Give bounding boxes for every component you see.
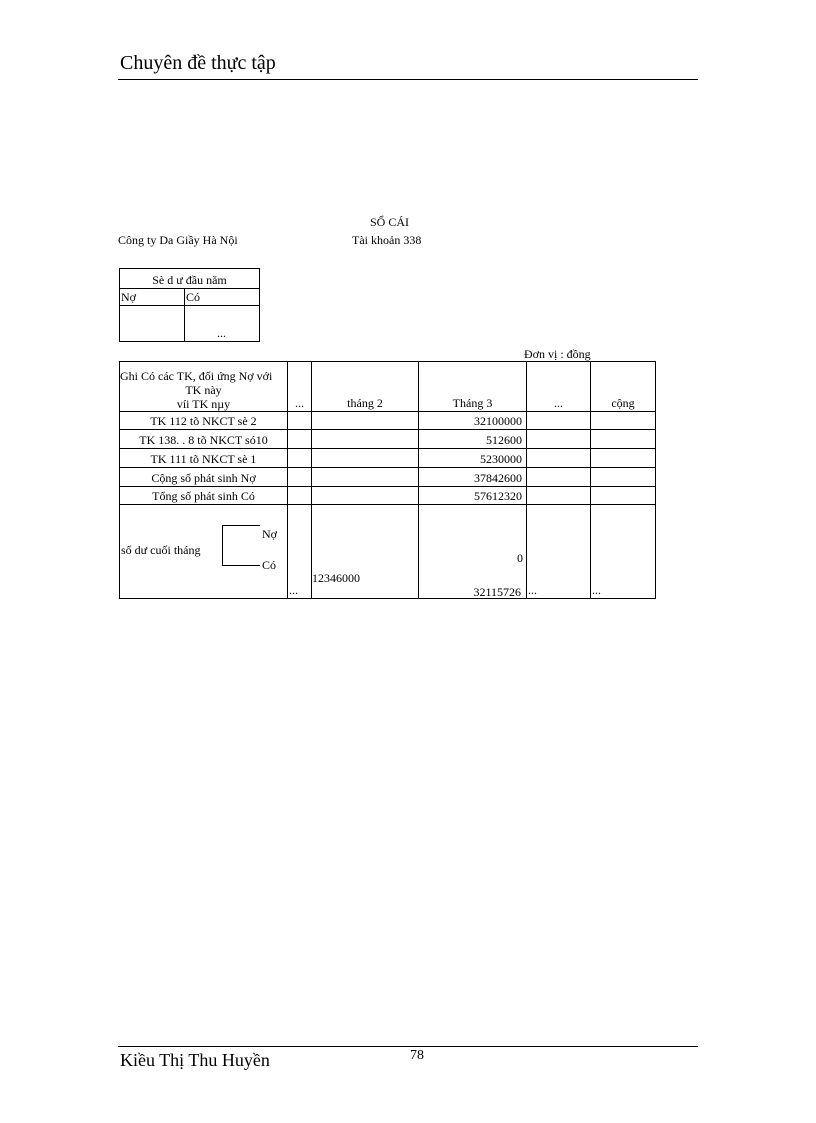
row-thang3-value: 32100000	[419, 412, 527, 430]
closing-no-label: Nợ	[262, 527, 278, 541]
opening-no-value	[120, 306, 185, 342]
col-header-month-etc: ...	[527, 362, 591, 412]
opening-balance-header: Sè d ư đầu năm	[120, 269, 260, 289]
page-number: 78	[410, 1048, 424, 1063]
closing-label: số dư cuối tháng	[121, 543, 201, 557]
closing-thang3-co: 32115726	[473, 585, 521, 599]
bracket-bottom	[222, 565, 260, 566]
col-header-account-line3: víi TK nµy	[176, 397, 231, 411]
closing-thang3-no: 0	[517, 551, 523, 565]
opening-no-label: Nợ	[120, 289, 185, 306]
table-row	[120, 449, 656, 468]
closing-balance-row	[120, 505, 656, 599]
opening-co-label: Có	[185, 289, 260, 306]
table-row	[120, 412, 656, 430]
company-name: Công ty Da Giầy Hà Nội	[118, 233, 238, 247]
row-label: TK 111 tõ NKCT sè 1	[120, 449, 288, 468]
footer-rule	[118, 1046, 698, 1047]
bracket-top	[222, 525, 260, 526]
row-label: Cộng số phát sinh Nợ	[120, 468, 288, 487]
col-header-account-line2: TK này	[185, 383, 222, 397]
col-header-month2: tháng 2	[312, 362, 419, 412]
table-row	[120, 468, 656, 487]
account-name: Tài khoản 338	[352, 233, 422, 247]
footer-author: Kiều Thị Thu Huyền	[120, 1050, 270, 1070]
closing-thang2-cell	[312, 505, 419, 599]
closing-thang2-value: 12346000	[312, 571, 360, 585]
bracket-vertical	[222, 525, 223, 565]
row-thang3-value: 5230000	[419, 449, 527, 468]
table-row	[120, 487, 656, 505]
closing-co-label: Có	[262, 558, 277, 572]
row-thang3-value: 37842600	[419, 468, 527, 487]
unit-label: Đơn vị : đồng	[524, 347, 591, 361]
col-header-month3: Tháng 3	[419, 362, 527, 412]
row-label: TK 138. . 8 tõ NKCT só10	[120, 430, 288, 449]
row-thang3-value: 512600	[419, 430, 527, 449]
col-header-total: cộng	[591, 362, 656, 412]
row-label: TK 112 tõ NKCT sè 2	[120, 412, 288, 430]
table-row	[120, 430, 656, 449]
closing-col1: ...	[288, 505, 312, 599]
col-header-account	[120, 362, 288, 412]
closing-col-etc: ...	[527, 505, 591, 599]
header-rule	[118, 79, 698, 80]
ledger-table	[119, 361, 656, 599]
closing-total: ...	[591, 505, 656, 599]
closing-thang3-cell	[419, 505, 527, 599]
closing-label-cell	[120, 505, 288, 599]
row-thang3-value: 57612320	[419, 487, 527, 505]
col-header-account-line1: Ghi Có các TK, đối ứng Nợ với	[120, 369, 273, 383]
opening-balance-table	[119, 268, 260, 342]
col-header-month1: ...	[288, 362, 312, 412]
opening-co-value: ...	[185, 306, 260, 342]
header-title: Chuyên đề thực tập	[120, 52, 276, 74]
document-title: SỔ CÁI	[370, 215, 410, 229]
row-label: Tổng số phát sinh Có	[120, 487, 288, 505]
